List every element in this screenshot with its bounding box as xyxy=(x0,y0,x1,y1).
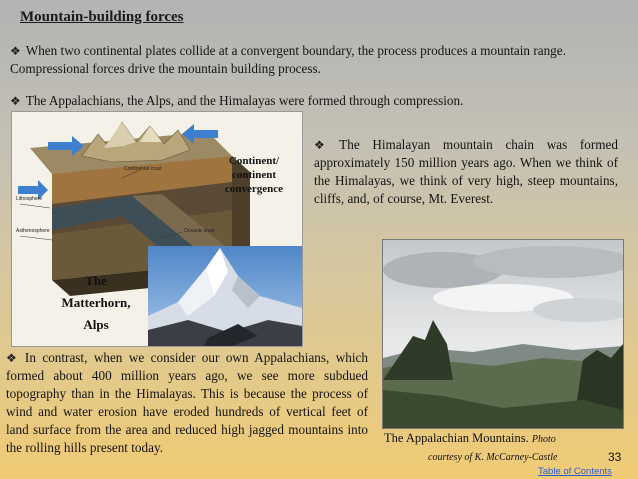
convergence-label-line3: convergence xyxy=(224,183,284,195)
paragraph-convergent xyxy=(10,42,630,78)
diagram-lithosphere-label: Lithosphere xyxy=(16,196,43,202)
appalachian-credit-part2: courtesy of K. McCarney-Castle xyxy=(428,452,558,463)
matterhorn-caption-line3: Alps xyxy=(83,317,109,332)
appalachian-caption-main: The Appalachian Mountains. xyxy=(384,431,529,445)
bullet-icon: ❖ xyxy=(314,138,335,152)
table-of-contents-link[interactable]: Table of Contents xyxy=(538,466,612,477)
matterhorn-caption-line2: Matterhorn, xyxy=(61,295,131,310)
slide-title: Mountain-building forces xyxy=(20,9,184,25)
diagram-asthenosphere-label: Asthenosphere xyxy=(16,228,50,234)
matterhorn-caption xyxy=(46,270,146,336)
convergence-label xyxy=(218,154,290,196)
paragraph-appalachians xyxy=(6,349,368,457)
bullet-icon: ❖ xyxy=(6,351,20,365)
paragraph-appalachians-text: In contrast, when we consider our own Appalachians, which formed about 400 million years ago, we see more subdued topography than in the Himalayas. This is because the process of wind and water erosion have eroded hundreds of vertical feet of land surface from the area and reduced high jagged mountains into the rolling hills present today. xyxy=(6,350,368,455)
diagram-oceanic-crust-label: Oceanic crust xyxy=(184,228,215,234)
paragraph-himalaya-text: The Himalayan mountain chain was formed approximately 150 million years ago. When we think of the Himalayas, we think of very high, steep mountains, cliffs, and, of course, Mt. Everest. xyxy=(314,137,618,206)
paragraph-himalaya xyxy=(314,136,618,208)
appalachian-credit-part1: Photo xyxy=(531,434,556,445)
matterhorn-caption-line1: The xyxy=(85,273,107,288)
convergence-diagram xyxy=(11,111,303,347)
appalachian-photo xyxy=(382,239,624,429)
page-number: 33 xyxy=(608,450,622,464)
paragraph-convergent-text: When two continental plates collide at a convergent boundary, the process produces a mountain range. Compressional forces drive the mountain building process. xyxy=(10,43,566,76)
paragraph-compression xyxy=(10,92,630,110)
paragraph-compression-text: The Appalachians, the Alps, and the Himalayas were formed through compression. xyxy=(25,93,464,108)
bullet-icon: ❖ xyxy=(10,94,21,108)
diagram-continental-crust-label: Continental crust xyxy=(124,166,162,172)
convergence-label-line1: Continent/ xyxy=(228,155,280,167)
matterhorn-photo xyxy=(148,246,302,346)
convergence-label-line2: continent xyxy=(232,169,276,181)
appalachian-caption xyxy=(384,430,624,466)
bullet-icon: ❖ xyxy=(10,44,21,58)
